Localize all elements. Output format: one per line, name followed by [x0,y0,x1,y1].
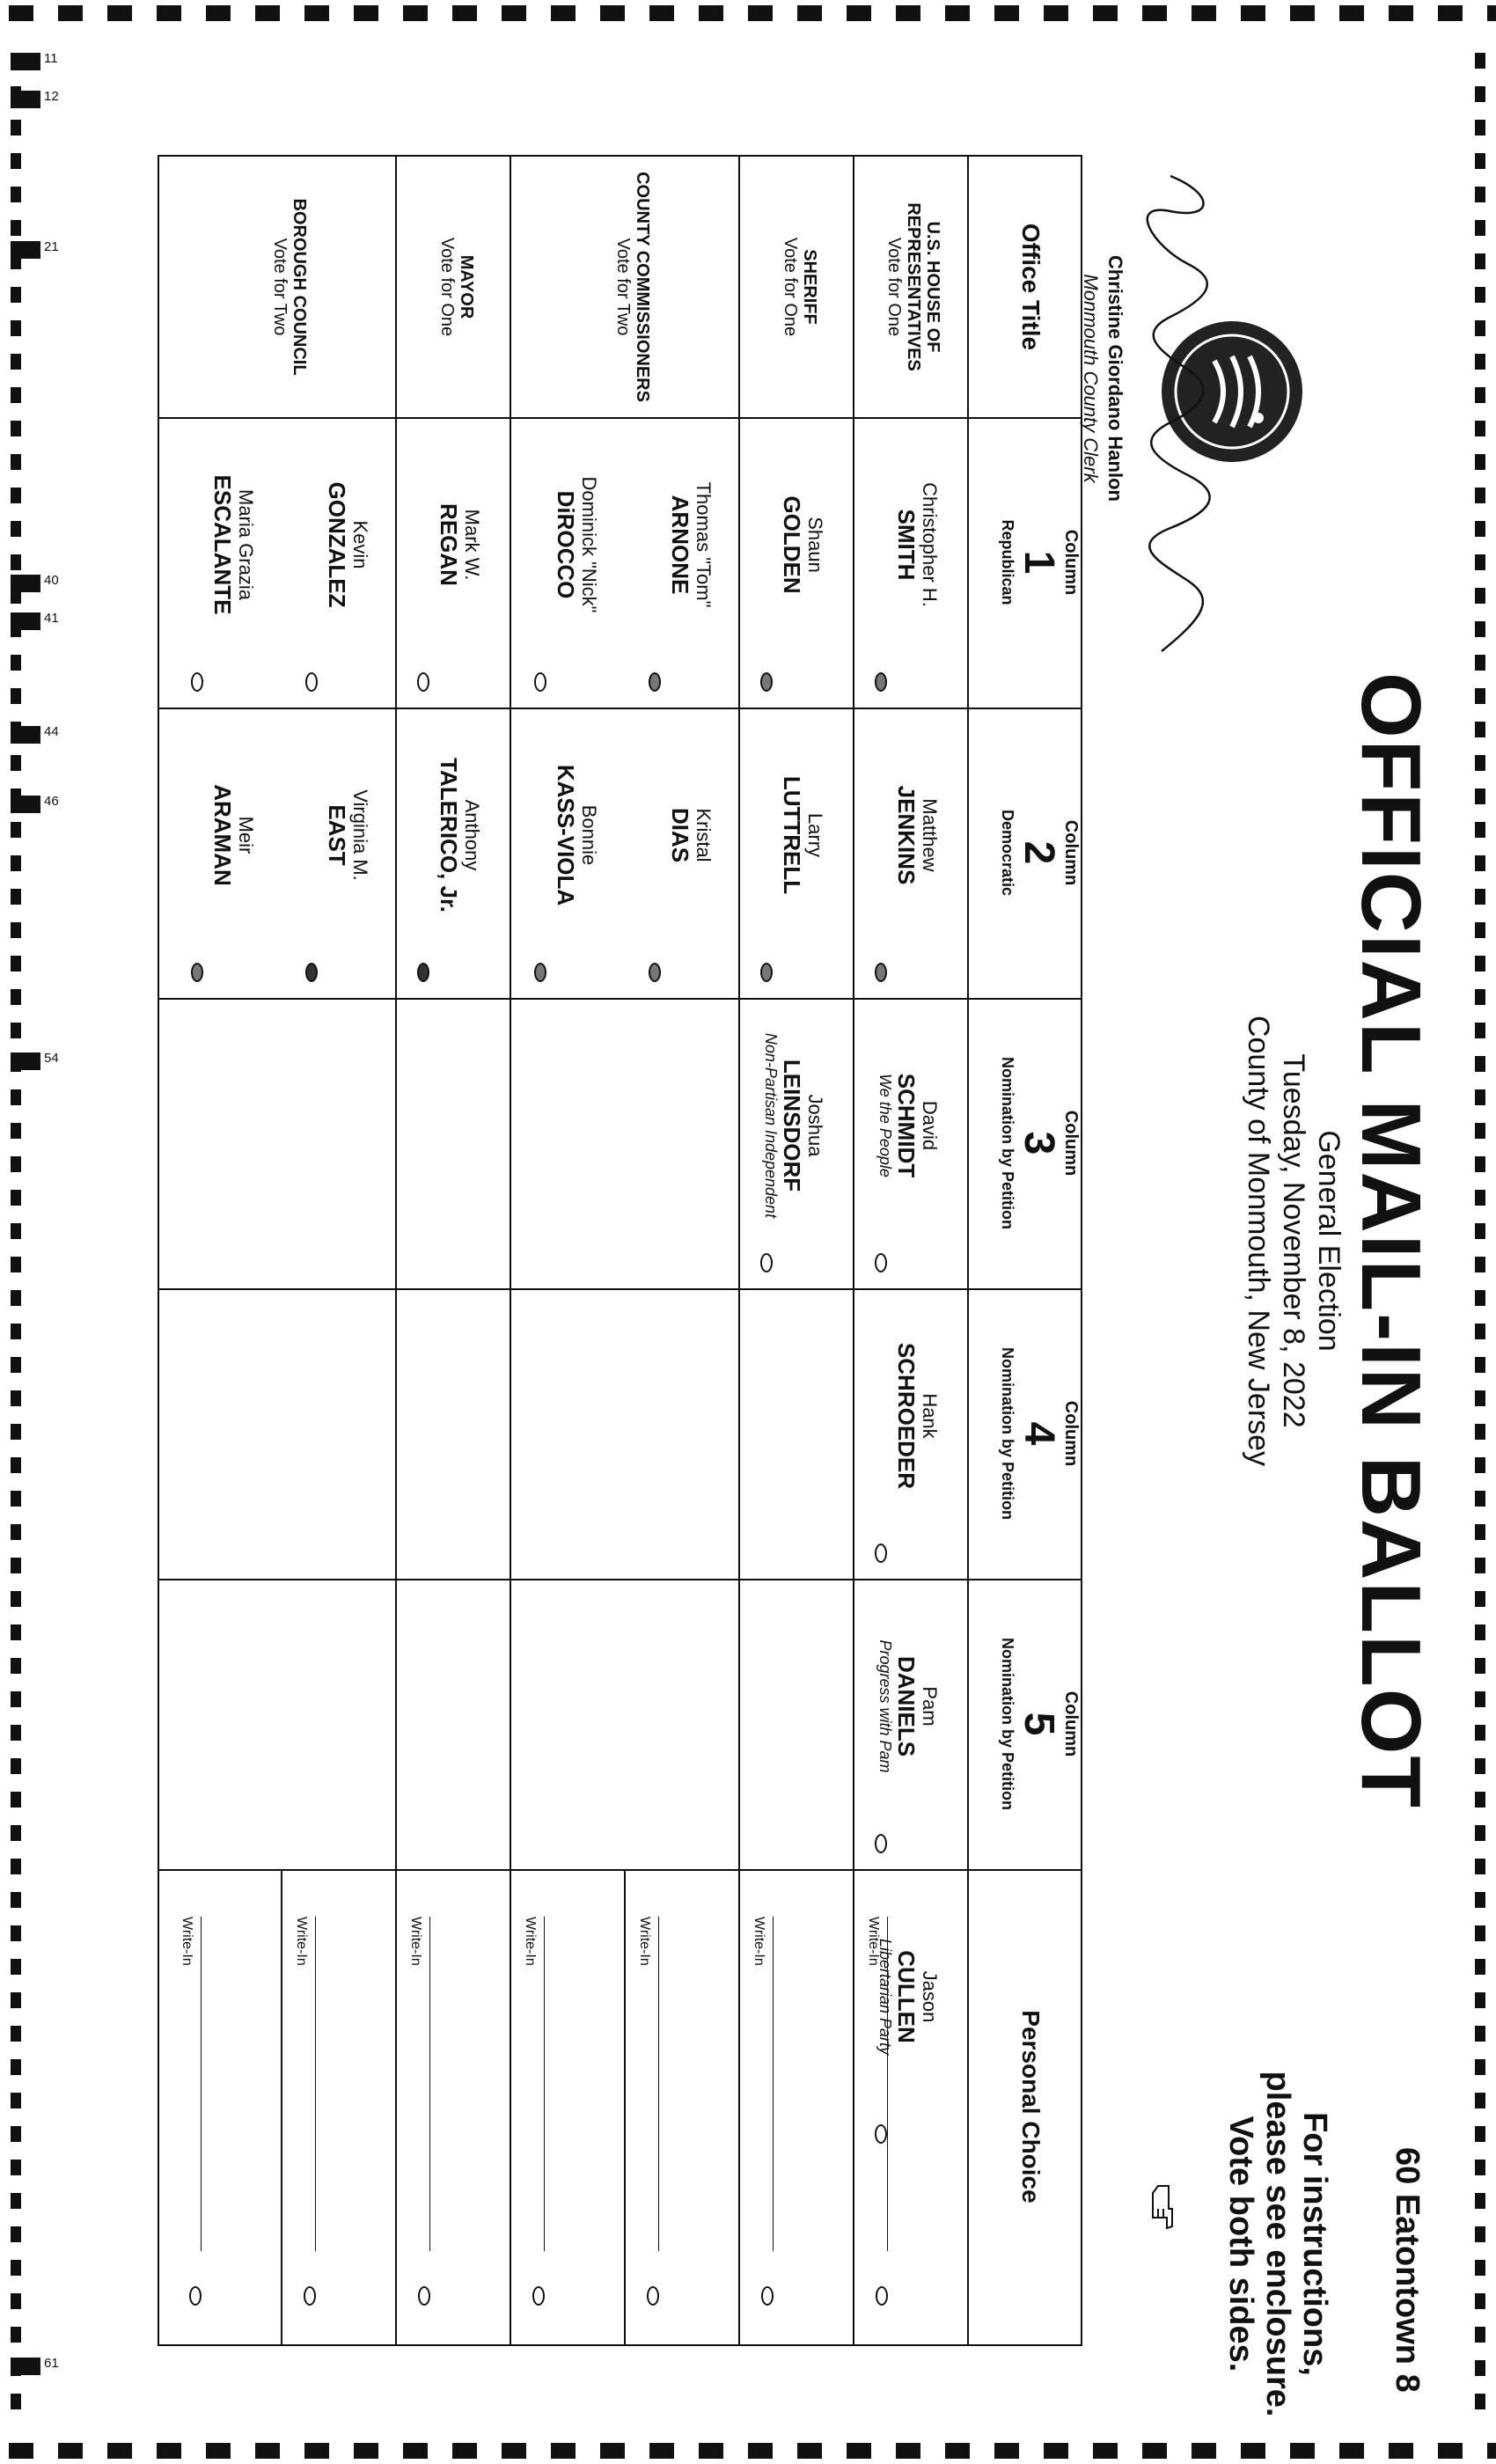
pointing-hand-icon [1144,2182,1179,2232]
candidate-last-name: REGAN [436,503,462,586]
vote-oval[interactable] [875,963,887,982]
candidate-slogan: We the People [876,1074,894,1177]
vote-oval[interactable] [649,963,661,982]
candidate [876,1596,940,1816]
candidate-first-name: Kristal [693,808,715,862]
vote-oval[interactable] [875,1834,887,1853]
line-number: 21 [44,239,59,254]
write-in-oval[interactable] [532,2286,545,2306]
office-commissioners: COUNTY COMMISSIONERS Vote for Two [613,172,652,402]
candidate-last-name: ESCALANTE [209,474,236,615]
candidate-first-name: Kevin [349,520,371,569]
vote-oval[interactable] [191,963,203,982]
candidate-first-name: Virginia M. [349,789,371,881]
column-header-4: Column 4 Nomination by Petition [999,1347,1081,1520]
instructions-line: Vote both sides. [1222,2116,1259,2372]
grid-line [159,1288,1081,1290]
write-in-oval[interactable] [418,2286,430,2306]
candidate [894,1306,940,1526]
grid-line [159,998,1081,1000]
clerk-title: Monmouth County Clerk [1080,274,1102,483]
header-office-title: Office Title [1017,223,1045,351]
write-in-line[interactable] [201,1917,202,2251]
vote-oval[interactable] [305,963,318,982]
vote-oval[interactable] [305,672,318,692]
write-in-line[interactable] [544,1917,545,2251]
grid-line [159,1869,1081,1871]
candidate [876,1887,940,2107]
write-in-line[interactable] [887,1917,888,2251]
candidate [668,725,714,945]
grid-line [624,1869,626,2344]
candidate-last-name: KASS-VIOLA [553,764,579,906]
candidate [876,1016,940,1236]
vote-oval[interactable] [875,672,887,692]
grid-line [510,157,511,2344]
write-in-label: Write-In [294,1917,309,1966]
line-number: 40 [44,573,59,588]
candidate-first-name: Anthony [461,799,483,871]
candidate [554,725,599,945]
candidate-slogan: Libertarian Party [876,1938,894,2056]
candidate [436,435,482,655]
vote-oval[interactable] [760,672,773,692]
candidate [210,725,256,945]
candidate-first-name: Maria Grazia [235,489,257,600]
line-number: 46 [44,794,59,809]
vote-oval[interactable] [417,672,429,692]
candidate [668,435,714,655]
candidate-last-name: EAST [324,804,350,866]
line-number: 61 [44,2356,59,2371]
vote-oval[interactable] [417,963,429,982]
grid-line [395,157,397,2344]
candidate [780,725,825,945]
grid-line [159,708,1081,709]
grid-line [853,157,854,2344]
candidate-last-name: LUTTRELL [779,775,805,895]
write-in-oval[interactable] [761,2286,774,2306]
candidate-last-name: SCHROEDER [893,1342,920,1490]
county-name: County of Monmouth, New Jersey [1242,1015,1275,1467]
vote-oval[interactable] [191,672,203,692]
candidate [894,435,940,655]
ballot-id: 60 Eatontown 8 [1389,2147,1426,2393]
candidate-first-name: Jason [919,1970,941,2023]
candidate-first-name: Dominick "Nick" [578,476,600,613]
candidate-last-name: GOLDEN [779,495,805,594]
candidate [210,435,256,655]
column-header-2: Column 2 Democratic [999,809,1081,897]
candidate-first-name: Larry [804,812,826,858]
candidate-last-name: SMITH [893,509,920,581]
write-in-oval[interactable] [189,2286,202,2306]
candidate-last-name: LEINSDORF [779,1059,805,1192]
write-in-label: Write-In [408,1917,423,1966]
vote-oval[interactable] [760,963,773,982]
clerk-signature-icon [1144,167,1223,660]
title-block [1241,669,1438,1813]
ballot-grid [158,155,1082,2346]
ballot-title: OFFICIAL MAIL-IN BALLOT [1344,671,1438,1810]
candidate [436,725,482,945]
write-in-line[interactable] [429,1917,430,2251]
line-number: 12 [44,89,59,104]
write-in-label: Write-In [752,1917,766,1966]
line-number: 44 [44,724,59,739]
candidate-last-name: GONZALEZ [324,481,350,608]
write-in-line[interactable] [658,1917,659,2251]
candidate-last-name: CULLEN [893,1950,920,2043]
vote-oval[interactable] [875,1253,887,1272]
column-header-5: Column 5 Nomination by Petition [999,1638,1081,1810]
candidate-first-name: Mark W. [461,509,483,581]
candidate-first-name: Thomas "Tom" [693,481,715,608]
candidate-last-name: ARAMAN [209,784,236,886]
line-number: 41 [44,611,59,626]
vote-oval[interactable] [534,672,546,692]
vote-oval[interactable] [875,1544,887,1563]
vote-oval[interactable] [649,672,661,692]
candidate-last-name: DiROCCO [553,490,579,599]
candidate [762,1016,825,1236]
write-in-line[interactable] [773,1917,774,2251]
office-mayor: MAYOR Vote for One [437,237,476,337]
candidate-last-name: ARNONE [667,495,693,595]
candidate-first-name: David [919,1100,941,1151]
candidate-slogan: Non-Partisan Independent [762,1032,780,1219]
candidate [325,435,370,655]
candidate-first-name: Meir [235,816,257,854]
instructions-line: For instructions, [1296,2112,1333,2376]
clerk-name: Christine Giordano Hanlon [1104,255,1126,502]
candidate-last-name: JENKINS [893,785,920,885]
vote-oval[interactable] [760,1253,773,1272]
election-date: Tuesday, November 8, 2022 [1277,1053,1310,1428]
vote-oval[interactable] [875,2124,887,2144]
write-in-label: Write-In [523,1917,538,1966]
column-header-3: Column 3 Nomination by Petition [999,1057,1081,1229]
write-in-label: Write-In [180,1917,194,1966]
write-in-line[interactable] [315,1917,316,2251]
candidate-last-name: DANIELS [893,1655,920,1757]
instructions-line: please see enclosure. [1259,2071,1296,2417]
candidate-first-name: Bonnie [578,804,600,866]
candidate-first-name: Matthew [919,798,941,872]
candidate [894,725,940,945]
office-house: U.S. HOUSE OF REPRESENTATIVES Vote for One [884,202,942,371]
write-in-label: Write-In [637,1917,652,1966]
candidate [325,725,370,945]
grid-line [738,157,740,2344]
candidate-first-name: Christopher H. [919,482,941,607]
candidate-first-name: Joshua [804,1094,826,1157]
office-sheriff: SHERIFF Vote for One [781,237,819,337]
candidate-last-name: TALERICO, Jr. [436,758,462,913]
candidate-first-name: Shaun [804,517,826,573]
candidate-slogan: Progress with Pam [876,1639,894,1773]
instructions [1222,2059,1333,2429]
candidate-last-name: SCHMIDT [893,1073,920,1178]
candidate-first-name: Hank [919,1393,941,1439]
grid-line [159,417,1081,419]
line-number: 11 [44,51,58,66]
candidate-first-name: Pam [919,1686,941,1727]
write-in-oval[interactable] [647,2286,659,2306]
write-in-oval[interactable] [876,2286,888,2306]
column-header-1: Column 1 Republican [999,519,1081,605]
grid-line [159,1579,1081,1580]
vote-oval[interactable] [534,963,546,982]
candidate [780,435,825,655]
grid-line [281,1869,282,2344]
write-in-oval[interactable] [304,2286,316,2306]
line-number: 54 [44,1051,59,1066]
election-name: General Election [1312,1130,1346,1352]
candidate [554,435,599,655]
office-council: BOROUGH COUNCIL Vote for Two [270,198,309,376]
header-personal-choice: Personal Choice [1017,2010,1045,2204]
write-in-label: Write-In [866,1917,881,1966]
candidate-last-name: DIAS [667,807,693,863]
